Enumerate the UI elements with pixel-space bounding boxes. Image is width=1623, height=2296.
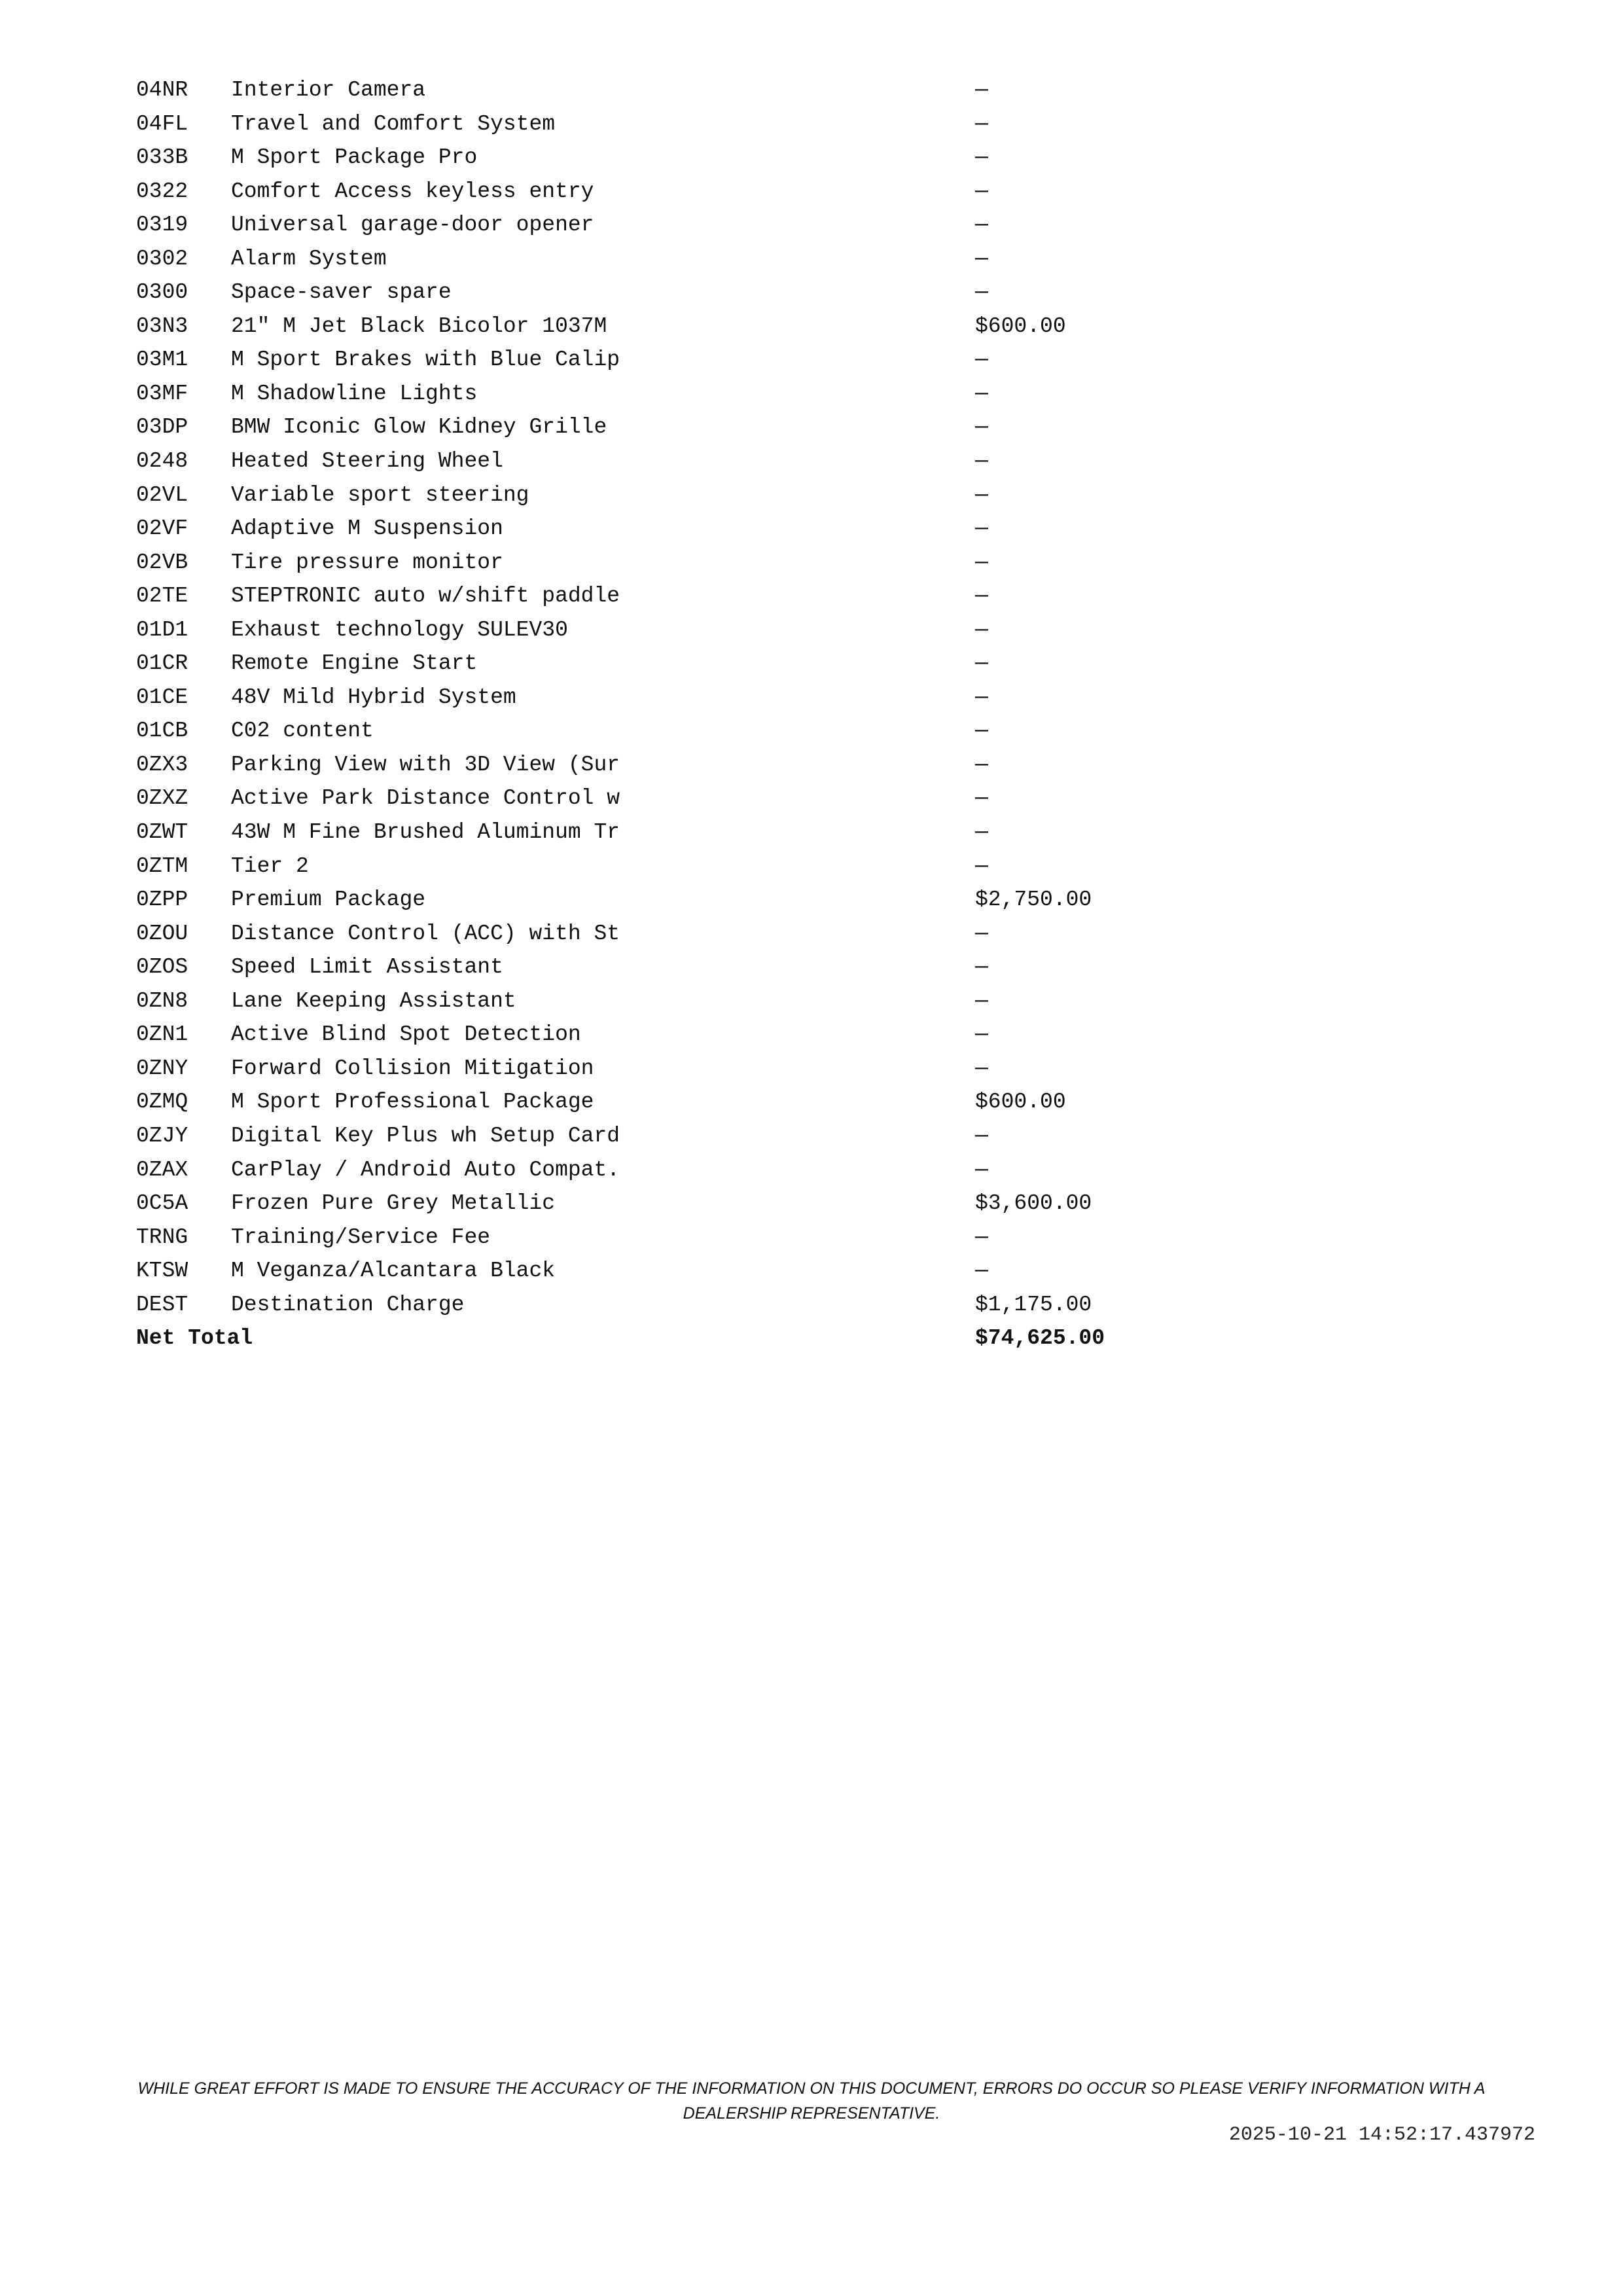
option-row [136, 950, 1183, 984]
option-price: — [975, 584, 988, 609]
option-row [136, 276, 1183, 310]
option-row [136, 141, 1183, 175]
option-description: Training/Service Fee [231, 1225, 491, 1249]
option-row [136, 1052, 1183, 1086]
option-row [136, 444, 1183, 478]
option-price: — [975, 280, 988, 305]
option-price: — [975, 1259, 988, 1283]
option-description: M Sport Package Pro [231, 145, 478, 170]
option-price: — [975, 381, 988, 406]
option-code: 0ZN1 [136, 1022, 188, 1047]
option-price: — [975, 820, 988, 845]
option-description: Variable sport steering [231, 482, 529, 507]
option-description: 21" M Jet Black Bicolor 1037M [231, 314, 607, 338]
option-description: Exhaust technology SULEV30 [231, 617, 568, 642]
print-timestamp: 2025-10-21 14:52:17.437972 [1228, 2124, 1535, 2146]
option-price: — [975, 179, 988, 204]
option-row [136, 1119, 1183, 1153]
option-code: 04FL [136, 111, 188, 136]
option-row [136, 984, 1183, 1018]
option-row [136, 377, 1183, 411]
option-code: 02VL [136, 482, 188, 507]
option-row [136, 781, 1183, 816]
option-price: — [975, 550, 988, 575]
option-price: — [975, 617, 988, 642]
option-row [136, 613, 1183, 647]
option-price: — [975, 246, 988, 271]
option-description: Active Blind Spot Detection [231, 1022, 581, 1047]
option-code: 03MF [136, 381, 188, 406]
option-price: — [975, 111, 988, 136]
option-description: Frozen Pure Grey Metallic [231, 1191, 556, 1216]
option-description: Speed Limit Assistant [231, 955, 503, 980]
option-row [136, 748, 1183, 782]
option-description: Forward Collision Mitigation [231, 1056, 594, 1081]
option-description: Premium Package [231, 888, 426, 912]
option-code: 0319 [136, 213, 188, 238]
option-description: M Shadowline Lights [231, 381, 478, 406]
option-row [136, 546, 1183, 580]
option-row [136, 242, 1183, 276]
option-description: 48V Mild Hybrid System [231, 685, 516, 709]
option-row [136, 917, 1183, 951]
option-code: 02VF [136, 516, 188, 541]
option-row [136, 512, 1183, 546]
option-code: TRNG [136, 1225, 188, 1249]
option-description: Digital Key Plus wh Setup Card [231, 1123, 620, 1148]
option-code: 03M1 [136, 348, 188, 372]
option-price: — [975, 482, 988, 507]
option-description: M Sport Brakes with Blue Calip [231, 348, 620, 372]
option-row [136, 310, 1183, 344]
option-description: 43W M Fine Brushed Aluminum Tr [231, 820, 620, 845]
option-price: — [975, 651, 988, 676]
option-row [136, 1254, 1183, 1288]
net-total-row [136, 1321, 1183, 1355]
option-code: 0ZPP [136, 888, 188, 912]
option-price: — [975, 1022, 988, 1047]
option-code: 0ZN8 [136, 988, 188, 1013]
option-description: Lane Keeping Assistant [231, 988, 516, 1013]
option-description: Destination Charge [231, 1292, 465, 1317]
option-description: Tire pressure monitor [231, 550, 503, 575]
option-price: — [975, 752, 988, 777]
option-row [136, 647, 1183, 681]
option-code: 0ZTM [136, 853, 188, 878]
option-price: — [975, 348, 988, 372]
option-code: 0302 [136, 246, 188, 271]
option-row [136, 107, 1183, 141]
option-price: $2,750.00 [975, 888, 1092, 912]
net-total-amount: $74,625.00 [975, 1326, 1105, 1351]
option-row [136, 73, 1183, 107]
option-row [136, 208, 1183, 242]
option-code: 02VB [136, 550, 188, 575]
option-row [136, 1288, 1183, 1322]
option-row [136, 681, 1183, 715]
option-code: 03DP [136, 415, 188, 440]
option-price: — [975, 449, 988, 474]
option-description: Remote Engine Start [231, 651, 478, 676]
option-description: Active Park Distance Control w [231, 786, 620, 811]
option-code: 0ZWT [136, 820, 188, 845]
option-description: Comfort Access keyless entry [231, 179, 594, 204]
net-total-label: Net Total [136, 1326, 253, 1351]
option-row [136, 1153, 1183, 1187]
option-code: 01CE [136, 685, 188, 709]
option-row [136, 478, 1183, 512]
option-row [136, 175, 1183, 209]
option-row [136, 883, 1183, 917]
option-code: 0322 [136, 179, 188, 204]
option-code: 0C5A [136, 1191, 188, 1216]
option-row [136, 579, 1183, 613]
option-row [136, 850, 1183, 884]
option-description: Universal garage-door opener [231, 213, 594, 238]
option-code: 01D1 [136, 617, 188, 642]
option-code: DEST [136, 1292, 188, 1317]
option-price: $3,600.00 [975, 1191, 1092, 1216]
option-description: Interior Camera [231, 78, 426, 102]
option-price: — [975, 988, 988, 1013]
option-price: — [975, 853, 988, 878]
option-description: C02 content [231, 719, 374, 744]
option-description: Travel and Comfort System [231, 111, 556, 136]
option-description: Parking View with 3D View (Sur [231, 752, 620, 777]
option-price: — [975, 516, 988, 541]
option-code: 01CR [136, 651, 188, 676]
option-price: — [975, 1157, 988, 1182]
option-price: — [975, 719, 988, 744]
option-row [136, 714, 1183, 748]
option-price: — [975, 955, 988, 980]
option-code: 0ZX3 [136, 752, 188, 777]
option-code: 0ZAX [136, 1157, 188, 1182]
option-code: 04NR [136, 78, 188, 102]
option-price: $600.00 [975, 1090, 1066, 1115]
option-row [136, 1221, 1183, 1255]
option-row [136, 1187, 1183, 1221]
option-price: — [975, 415, 988, 440]
option-code: 0ZOU [136, 921, 188, 946]
option-description: Heated Steering Wheel [231, 449, 503, 474]
option-row [136, 410, 1183, 444]
option-description: Tier 2 [231, 853, 309, 878]
option-price: $600.00 [975, 314, 1066, 338]
option-row [136, 343, 1183, 377]
option-description: Alarm System [231, 246, 387, 271]
option-row [136, 1018, 1183, 1052]
option-price: — [975, 921, 988, 946]
disclaimer-text: WHILE GREAT EFFORT IS MADE TO ENSURE THE ACCURACY OF THE INFORMATION ON THIS DOCUMENT, ERRORS DO OCCUR SO PLEASE VERIFY INFORMATION WITH A DEALERSHIP REPRESENTATIVE. [137, 2079, 1486, 2123]
option-code: 0ZJY [136, 1123, 188, 1148]
option-price: — [975, 213, 988, 238]
option-description: M Sport Professional Package [231, 1090, 594, 1115]
option-description: BMW Iconic Glow Kidney Grille [231, 415, 607, 440]
option-code: 0248 [136, 449, 188, 474]
option-description: Space-saver spare [231, 280, 452, 305]
option-code: 0ZMQ [136, 1090, 188, 1115]
option-code: 03N3 [136, 314, 188, 338]
option-price: — [975, 1123, 988, 1148]
option-price: — [975, 786, 988, 811]
option-description: STEPTRONIC auto w/shift paddle [231, 584, 620, 609]
option-row [136, 816, 1183, 850]
option-code: 02TE [136, 584, 188, 609]
option-code: KTSW [136, 1259, 188, 1283]
option-price: — [975, 685, 988, 709]
option-code: 0300 [136, 280, 188, 305]
options-list [136, 73, 1183, 1355]
option-price: — [975, 1225, 988, 1249]
option-description: CarPlay / Android Auto Compat. [231, 1157, 620, 1182]
option-price: — [975, 78, 988, 102]
option-price: — [975, 145, 988, 170]
option-code: 01CB [136, 719, 188, 744]
option-code: 033B [136, 145, 188, 170]
option-price: — [975, 1056, 988, 1081]
option-price: $1,175.00 [975, 1292, 1092, 1317]
option-row [136, 1085, 1183, 1119]
option-code: 0ZOS [136, 955, 188, 980]
option-code: 0ZNY [136, 1056, 188, 1081]
option-description: M Veganza/Alcantara Black [231, 1259, 556, 1283]
option-code: 0ZXZ [136, 786, 188, 811]
option-description: Adaptive M Suspension [231, 516, 503, 541]
option-description: Distance Control (ACC) with St [231, 921, 620, 946]
